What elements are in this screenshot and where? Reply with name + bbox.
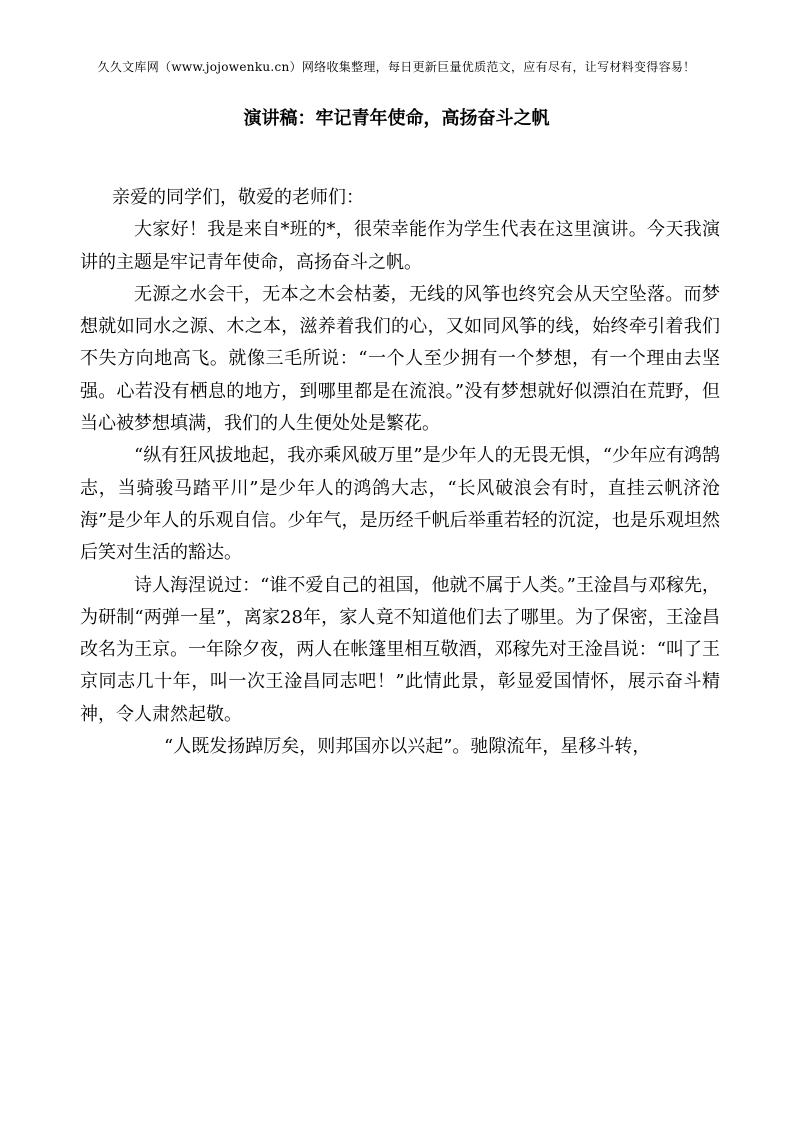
paragraph-closing-start: “人既发扬踔厉矣，则邦国亦以兴起”。驰隙流年，星移斗转， [164, 736, 651, 758]
document-body [80, 182, 720, 763]
paragraph-patriotism: 诗人海涅说过：“谁不爱自己的祖国，他就不属于人类。”王淦昌与邓稼先，为研制“两弹一星”，离家28年，家人竟不知道他们去了哪里。为了保密，王淦昌改名为王京。一年除夕夜，两人在帐篷里相互敬酒，邓稼先对王淦昌说：“叫了王京同志几十年，叫一次王淦昌同志吧！”此情此景，彰显爱国情怀，展示奋斗精神，令人肃然起敬。 [80, 574, 720, 725]
paragraph-greeting: 大家好！我是来自*班的*，很荣幸能作为学生代表在这里演讲。今天我演讲的主题是牢记青年使命，高扬奋斗之帆。 [80, 219, 720, 273]
document-title: 演讲稿：牢记青年使命，高扬奋斗之帆 [243, 108, 550, 129]
site-header-note: 久久文库网（www.jojowenku.cn）网络收集整理，每日更新巨量优质范文，应有尽有，让写材料变得容易！ [97, 60, 696, 74]
salutation: 亲爱的同学们，敬爱的老师们： [112, 187, 364, 208]
paragraph-dream: 无源之水会干，无本之木会枯萎，无线的风筝也终究会从天空坠落。而梦想就如同水之源、木之本，滋养着我们的心，又如同风筝的线，始终牵引着我们不失方向地高飞。就像三毛所说：“一个人至少拥有一个梦想，有一个理由去坚强。心若没有栖息的地方，到哪里都是在流浪。”没有梦想就好似漂泊在荒野，但当心被梦想填满，我们的人生便处处是繁花。 [80, 283, 720, 435]
paragraph-youth-spirit: “纵有狂风拔地起，我亦乘风破万里”是少年人的无畏无惧，“少年应有鸿鹄志，当骑骏马踏平川”是少年人的鸿鸽大志，“长风破浪会有时，直挂云帆济沧海”是少年人的乐观自信。少年气，是历经千帆后举重若轻的沉淀，也是乐观坦然后笑对生活的豁达。 [80, 445, 720, 564]
